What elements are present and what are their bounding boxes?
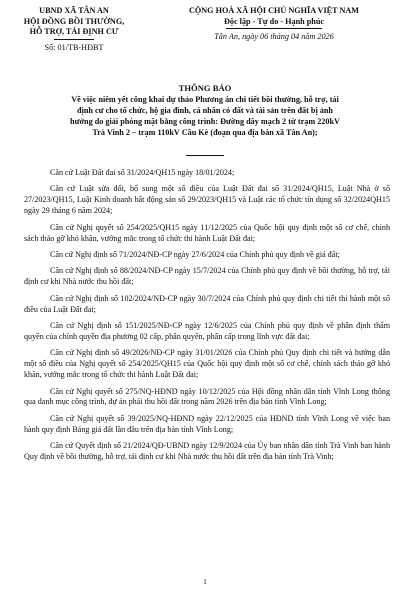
national-header-block	[150, 6, 398, 43]
legal-basis-paragraph: Căn cứ Nghị quyết số 254/2025/QH15 ngày 11/12/2025 của Quốc hội quy định một số cơ chế, chính sách tháo gỡ khó khăn, vướng mắc trong tổ chức thi hành Luật Đất đai;	[24, 222, 390, 243]
legal-basis-paragraph: Căn cứ Quyết định số 21/2024/QĐ-UBND ngày 12/9/2024 của Ủy ban nhân dân tỉnh Trà Vinh ban hành Quy định về bồi thường, hỗ trợ, tái định cư khi Nhà nước thu hồi đất trên địa bàn tỉnh Trà Vinh;	[24, 441, 390, 462]
legal-basis-list	[24, 168, 390, 468]
agency-underline	[54, 39, 94, 40]
document-subject	[18, 95, 392, 139]
legal-basis-paragraph: Căn cứ Nghị định số 71/2024/NĐ-CP ngày 27/6/2024 của Chính phủ quy định về giá đất;	[50, 249, 340, 259]
subject-line: Về việc niêm yết công khai dự thảo Phương án chi tiết bồi thường, hỗ trợ, tái	[71, 95, 339, 104]
motto-underline	[226, 28, 322, 29]
document-date: Tân An, ngày 06 tháng 04 năm 2026	[214, 32, 334, 42]
legal-basis-paragraph: Căn cứ Luật sửa đổi, bổ sung một số điều của Luật Đất đai số 31/2024/QH15, Luật Nhà ở số 27/2023/QH15, Luật Kinh doanh bất động sản số 29/2023/QH15 và Luật các tổ chức tín dụng số 32/2024QH15 ngày 29 tháng 6 năm 2024;	[24, 184, 390, 216]
legal-basis-paragraph: Căn cứ Nghị định số 49/2026/NĐ-CP ngày 31/01/2026 của Chính phủ Quy định chi tiết và hướng dẫn một số điều của Nghị quyết số 254/2025/QH15 của Quốc hội quy định một số cơ chế, chính sách tháo gỡ khó khăn, vướng mắc trong tổ chức thi hành Luật Đất đai;	[24, 348, 390, 380]
page-number: 1	[203, 577, 207, 586]
subject-line: Trà Vinh 2 – trạm 110kV Cầu Kè (đoạn qua địa bàn xã Tân An);	[92, 127, 318, 137]
subject-line: định cư cho tổ chức, hộ gia đình, cá nhân có đất và tài sản trên đất bị ảnh	[77, 105, 333, 115]
issuing-agency-block	[8, 6, 140, 53]
national-motto: Độc lập - Tự do - Hạnh phúc	[223, 16, 325, 26]
agency-line-2: HỘI ĐỒNG BỒI THƯỜNG,	[23, 16, 125, 26]
document-title: THÔNG BÁO	[178, 83, 232, 93]
legal-basis-paragraph: Căn cứ Nghị quyết số 39/2025/NQ-HĐND ngày 22/12/2025 của HĐND tỉnh Vĩnh Long về việc ban hành quy định Bảng giá đất lần đầu trên địa bàn tỉnh Vĩnh Long;	[24, 413, 390, 434]
agency-line-1: UBND XÃ TÂN AN	[39, 6, 109, 15]
legal-basis-paragraph: Căn cứ Luật Đất đai số 31/2024/QH15 ngày 18/01/2024;	[50, 168, 235, 177]
legal-basis-paragraph: Căn cứ Nghị định số 151/2025/NĐ-CP ngày 12/6/2025 của Chính phủ quy định về phân định thẩm quyền của chính quyền địa phương 02 cấp, phân quyền, phân cấp trong lĩnh vực đất đai;	[24, 320, 390, 341]
subject-line: hưởng do giải phóng mặt bằng công trình: Đường dây mạch 2 từ trạm 220kV	[70, 116, 340, 126]
subject-divider	[186, 155, 224, 156]
agency-line-3: HỖ TRỢ, TÁI ĐỊNH CƯ	[29, 27, 119, 37]
national-name: CỘNG HOÀ XÃ HỘI CHỦ NGHĨA VIỆT NAM	[188, 6, 360, 15]
document-number: Số: 01/TB-HĐBT	[44, 42, 104, 52]
legal-basis-paragraph: Căn cứ Nghị định số 88/2024/NĐ-CP ngày 15/7/2024 của Chính phủ quy định về bồi thường, hỗ trợ, tái định cư khi Nhà nước thu hồi đất;	[24, 266, 390, 287]
legal-basis-paragraph: Căn cứ Nghị định số 102/2024/NĐ-CP ngày 30/7/2024 của Chính phủ quy định chi tiết thi hành một số điều của Luật Đất đai;	[24, 293, 390, 314]
legal-basis-paragraph: Căn cứ Nghị quyết số 275/NQ-HĐND ngày 10/12/2025 của Hội đồng nhân dân tỉnh Vĩnh Long thông qua danh mục công trình, dự án phải thu hồi đất trong năm 2026 trên địa bàn tỉnh Vĩnh Long;	[24, 386, 390, 407]
